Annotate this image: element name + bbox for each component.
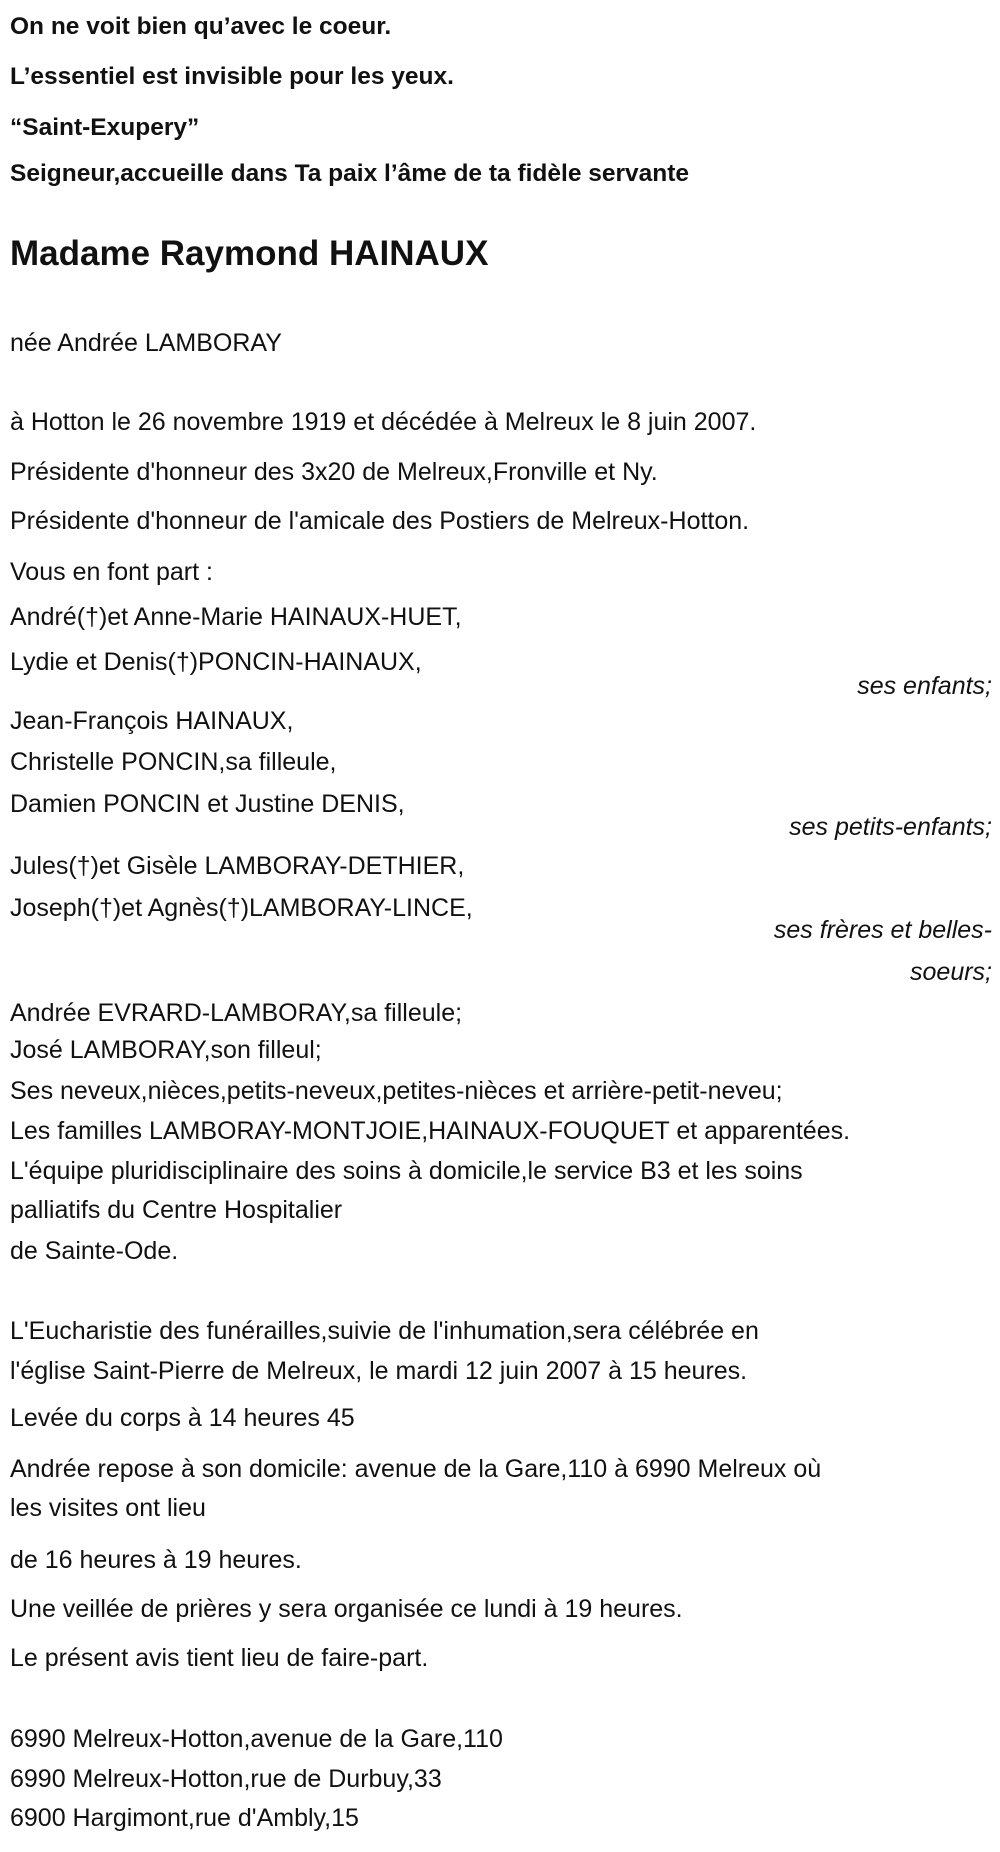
bio-line: Présidente d'honneur des 3x20 de Melreux,Fronville et Ny. (10, 458, 658, 486)
address-line: 6990 Melreux-Hotton,avenue de la Gare,110 (10, 1725, 503, 1753)
ceremony-line: de 16 heures à 19 heures. (10, 1546, 302, 1574)
family-member: Jules(†)et Gisèle LAMBORAY-DETHIER, (10, 852, 465, 880)
quote-author: “Saint-Exupery” (10, 114, 200, 141)
family-member: José LAMBORAY,son filleul; (10, 1036, 322, 1064)
quote-line: L’essentiel est invisible pour les yeux. (10, 63, 454, 90)
deceased-name: Madame Raymond HAINAUX (10, 234, 489, 273)
family-member: Christelle PONCIN,sa filleule, (10, 748, 337, 776)
address-line: 6990 Melreux-Hotton,rue de Durbuy,33 (10, 1765, 442, 1793)
family-member: palliatifs du Centre Hospitalier (10, 1196, 343, 1224)
ceremony-line: Andrée repose à son domicile: avenue de la Gare,110 à 6990 Melreux où (10, 1455, 822, 1483)
family-member: L'équipe pluridisciplinaire des soins à domicile,le service B3 et les soins (10, 1157, 803, 1185)
relation-label: ses frères et belles- (773, 916, 992, 944)
bio-line: à Hotton le 26 novembre 1919 et décédée à Melreux le 8 juin 2007. (10, 408, 757, 436)
family-member: Lydie et Denis(†)PONCIN-HAINAUX, (10, 648, 422, 676)
address-line: 6900 Hargimont,rue d'Ambly,15 (10, 1804, 359, 1832)
family-member: Les familles LAMBORAY-MONTJOIE,HAINAUX-FOUQUET et apparentées. (10, 1117, 851, 1145)
bio-line: Présidente d'honneur de l'amicale des Postiers de Melreux-Hotton. (10, 507, 750, 535)
ceremony-line: Une veillée de prières y sera organisée ce lundi à 19 heures. (10, 1595, 683, 1623)
prayer-line: Seigneur,accueille dans Ta paix l’âme de ta fidèle servante (10, 160, 690, 187)
family-member: Joseph(†)et Agnès(†)LAMBORAY-LINCE, (10, 894, 473, 922)
family-member: Andrée EVRARD-LAMBORAY,sa filleule; (10, 999, 463, 1027)
relation-label: soeurs; (910, 958, 992, 986)
ceremony-line: l'église Saint-Pierre de Melreux, le mardi 12 juin 2007 à 15 heures. (10, 1357, 748, 1385)
ceremony-line: Levée du corps à 14 heures 45 (10, 1404, 355, 1432)
family-member: Jean-François HAINAUX, (10, 707, 294, 735)
ceremony-line: les visites ont lieu (10, 1494, 206, 1522)
relation-label: ses enfants; (857, 672, 992, 700)
family-member: Damien PONCIN et Justine DENIS, (10, 790, 405, 818)
maiden-name: née Andrée LAMBORAY (10, 329, 282, 357)
family-member: André(†)et Anne-Marie HAINAUX-HUET, (10, 603, 462, 631)
ceremony-line: Le présent avis tient lieu de faire-part. (10, 1644, 429, 1672)
bio-line: Vous en font part : (10, 558, 213, 586)
ceremony-line: L'Eucharistie des funérailles,suivie de l'inhumation,sera célébrée en (10, 1317, 759, 1345)
family-member: Ses neveux,nièces,petits-neveux,petites-nièces et arrière-petit-neveu; (10, 1077, 783, 1105)
quote-line: On ne voit bien qu’avec le coeur. (10, 13, 392, 40)
relation-label: ses petits-enfants; (789, 813, 992, 841)
family-member: de Sainte-Ode. (10, 1237, 179, 1265)
